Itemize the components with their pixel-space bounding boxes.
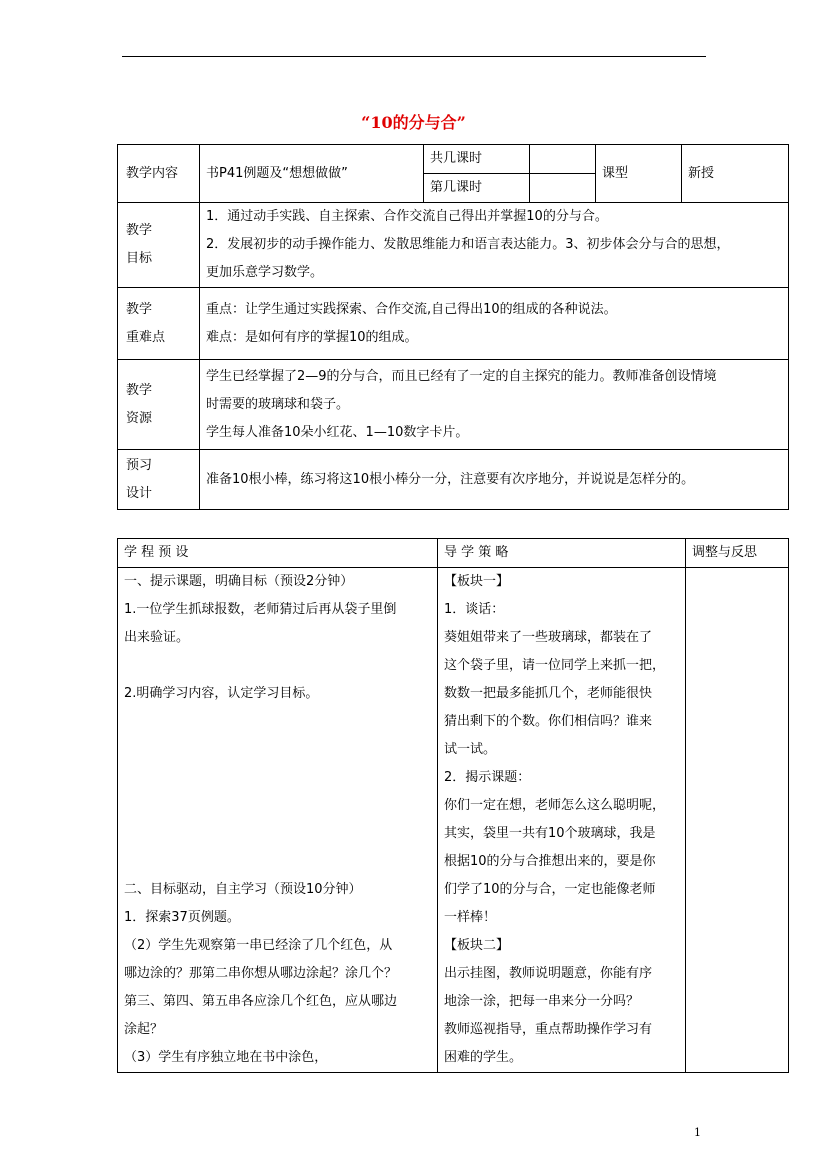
content-label: 教学内容 <box>118 145 200 203</box>
lesson-plan-table <box>117 538 789 1073</box>
process-line: 哪边涂的？那第二串你想从哪边涂起？涂几个？ <box>124 966 398 981</box>
type-value: 新授 <box>682 145 789 203</box>
resources-label: 教学 资源 <box>118 360 200 450</box>
key-line: 难点：是如何有序的掌握10的组成。 <box>206 329 418 345</box>
goal-line: 更加乐意学习数学。 <box>206 265 324 280</box>
page-title: “10的分与合” <box>361 113 466 132</box>
strategy-line: 1．谈话： <box>444 602 505 617</box>
lesson-info-table <box>117 144 789 510</box>
type-label: 课型 <box>596 145 682 203</box>
strategy-line: 其实，袋里一共有10个玻璃球，我是 <box>444 826 656 841</box>
strategy-line: 教师巡视指导，重点帮助操作学习有 <box>444 1022 653 1037</box>
current-lesson-value[interactable] <box>530 174 596 203</box>
strategy-line: 们学了10的分与合，一定也能像老师 <box>444 882 656 897</box>
resources-content <box>200 360 789 450</box>
process-line: （2）学生先观察第一串已经涂了几个红色，从 <box>124 938 393 953</box>
key-points-content <box>200 288 789 360</box>
content-value: 书P41例题及“想想做做” <box>200 145 424 203</box>
strategy-line: 出示挂图，教师说明题意，你能有序 <box>444 966 653 981</box>
key-points-label: 教学 重难点 <box>118 288 200 360</box>
process-line: 一、提示课题，明确目标（预设2分钟） <box>124 574 354 589</box>
strategy-line: 困难的学生。 <box>444 1050 523 1065</box>
process-line: 第三、第四、第五串各应涂几个红色，应从哪边 <box>124 994 398 1009</box>
resource-line: 时需要的玻璃球和袋子。 <box>206 396 350 412</box>
process-line: 二、目标驱动，自主学习（预设10分钟） <box>124 882 362 897</box>
process-line: 2.明确学习内容，认定学习目标。 <box>124 686 319 701</box>
strategy-line: 根据10的分与合推想出来的，要是你 <box>444 854 656 869</box>
strategy-line: 地涂一涂，把每一串来分一分吗？ <box>444 994 640 1009</box>
strategy-line: 猜出剩下的个数。你们相信吗？谁来 <box>444 714 653 729</box>
strategy-line: 这个袋子里，请一位同学上来抓一把， <box>444 658 666 673</box>
col-header-strategy: 导 学 策 略 <box>438 539 686 568</box>
resource-line: 学生每人准备10朵小红花、1—10数字卡片。 <box>206 424 469 440</box>
process-column <box>118 568 438 1073</box>
reflection-column[interactable] <box>686 568 789 1073</box>
goals-label: 教学 目标 <box>118 203 200 288</box>
resource-line: 学生已经掌握了2—9的分与合，而且已经有了一定的自主探究的能力。教师准备创设情境 <box>206 368 717 384</box>
strategy-line: 2．揭示课题： <box>444 770 531 785</box>
total-lessons-value[interactable] <box>530 145 596 174</box>
process-line: （3）学生有序独立地在书中涂色， <box>124 1050 328 1065</box>
strategy-line: 你们一定在想，老师怎么这么聪明呢， <box>444 798 666 813</box>
process-line: 1.一位学生抓球报数，老师猜过后再从袋子里倒 <box>124 602 397 617</box>
goals-content <box>200 203 789 288</box>
goal-line: 2．发展初步的动手操作能力、发散思维能力和语言表达能力。3、初步体会分与合的思想， <box>206 237 730 252</box>
col-header-process: 学 程 预 设 <box>118 539 438 568</box>
process-line: 出来验证。 <box>124 630 190 645</box>
strategy-line: 【板块一】 <box>444 574 510 589</box>
process-line: 1．探索37页例题。 <box>124 910 240 925</box>
col-header-reflection: 调整与反思 <box>686 539 789 568</box>
strategy-column <box>438 568 686 1073</box>
total-lessons-label: 共几课时 <box>424 145 530 174</box>
strategy-line: 数数一把最多能抓几个，老师能很快 <box>444 686 653 701</box>
strategy-line: 试一试。 <box>444 742 497 757</box>
key-line: 重点：让学生通过实践探索、合作交流,自己得出10的组成的各种说法。 <box>206 301 617 317</box>
strategy-line: 【板块二】 <box>444 938 510 953</box>
preview-label: 预习 设计 <box>118 450 200 510</box>
current-lesson-label: 第几课时 <box>424 174 530 203</box>
preview-content: 准备10根小棒，练习将这10根小棒分一分，注意要有次序地分，并说说是怎样分的。 <box>200 450 789 510</box>
process-line: 涂起？ <box>124 1022 164 1037</box>
strategy-line: 一样棒！ <box>444 910 497 925</box>
goal-line: 1．通过动手实践、自主探索、合作交流自己得出并掌握10的分与合。 <box>206 209 608 224</box>
strategy-line: 葵姐姐带来了一些玻璃球，都装在了 <box>444 630 653 645</box>
page-number: 1 <box>694 1126 701 1139</box>
header-rule <box>122 56 706 57</box>
